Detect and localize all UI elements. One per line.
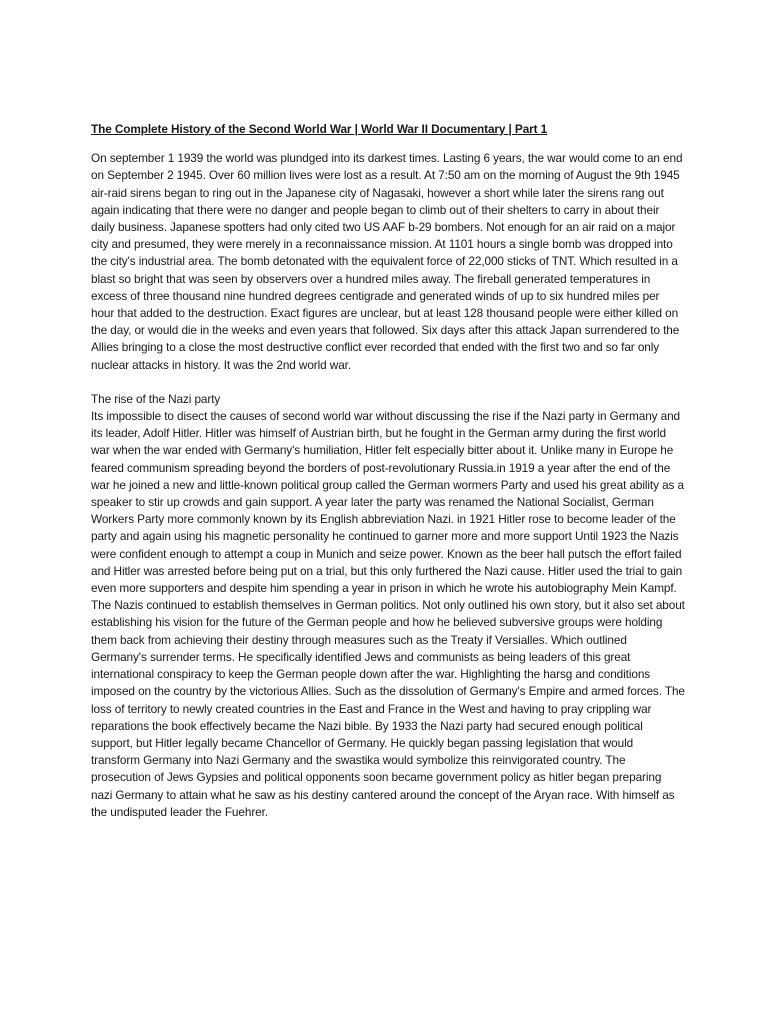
document-body [91,121,685,821]
nazi-party-section [91,391,685,821]
section-heading: The rise of the Nazi party [91,391,221,406]
section-paragraph: Its impossible to disect the causes of second world war without discussing the rise if the Nazi party in Germany and its leader, Adolf Hitler. Hitler was himself of Austrian birth, but he fought in the German army during the first world war when the war ended with Germany's humiliation, Hitler felt especially bitter about it. Unlike many in Europe he feared communism spreading beyond the borders of post-revolutionary Russia.in 1919 a year after the end of the war he joined a new and little-known political group called the German wormers Party and used his great ability as a speaker to stir up crowds and gain support. A year later the party was renamed the National Socialist, German Workers Party more commonly known by its English abbreviation Nazi. in 1921 Hitler rose to become leader of the party and again using his magnetic personality he continued to garner more and more support Until 1923 the Nazis were confident enough to attempt a coup in Munich and seize power. Known as the beer hall putsch the effort failed and Hitler was arrested before being put on a trial, but this only furthered the Nazi cause. Hitler used the trial to gain even more supporters and despite him spending a year in prison in which he wrote his autobiography Mein Kampf. The Nazis continued to establish themselves in German politics. Not only outlined his own story, but it also set about establishing his vision for the future of the German people and how he believed subversive groups were holding them back from achieving their destiny through measures such as the Treaty if Versialles. Which outlined Germany's surrender terms. He specifically identified Jews and communists as being leaders of this great international conspiracy to keep the German people down after the war. Highlighting the harsg and conditions imposed on the country by the victorious Allies. Such as the dissolution of Germany's Empire and armed forces. The loss of territory to newly created countries in the East and France in the West and having to pray crippling war reparations the book effectively became the Nazi bible. By 1933 the Nazi party had secured enough political support, but Hitler legally became Chancellor of Germany. He quickly began passing legislation that would transform Germany into Nazi Germany and the swastika would symbolize this reinvigorated country. The prosecution of Jews Gypsies and political opponents soon became government policy as hitler began preparing nazi Germany to attain what he saw as his destiny cantered around the concept of the Aryan race. With himself as the undisputed leader the Fuehrer. [91,409,685,819]
document-title: The Complete History of the Second World War | World War II Documentary | Part 1 [91,122,548,136]
intro-paragraph: On september 1 1939 the world was plundged into its darkest times. Lasting 6 years, the war would come to an end on September 2 1945. Over 60 million lives were lost as a result. At 7:50 am on the morning of August the 9th 1945 air-raid sirens began to ring out in the Japanese city of Nagasaki, however a short while later the sirens rang out again indicating that there were no danger and people began to climb out of their shelters to carry in about their daily business. Japanese spotters had only cited two US AAF b-29 bombers. Not enough for an air raid on a major city and presumed, they were merely in a reconnaissance mission. At 1101 hours a single bomb was dropped into the city's industrial area. The bomb detonated with the equivalent force of 22,000 sticks of TNT. Which resulted in a blast so bright that was seen by observers over a hundred miles away. The fireball generated temperatures in excess of three thousand nine hundred degrees centigrade and generated winds of up to six hundred miles per hour that added to the destruction. Exact figures are unclear, but at least 128 thousand people were either killed on the day, or would die in the weeks and even years that followed. Six days after this attack Japan surrendered to the Allies bringing to a close the most destructive conflict ever recorded that ended with the first two and so far only nuclear attacks in history. It was the 2nd world war. [91,151,683,372]
